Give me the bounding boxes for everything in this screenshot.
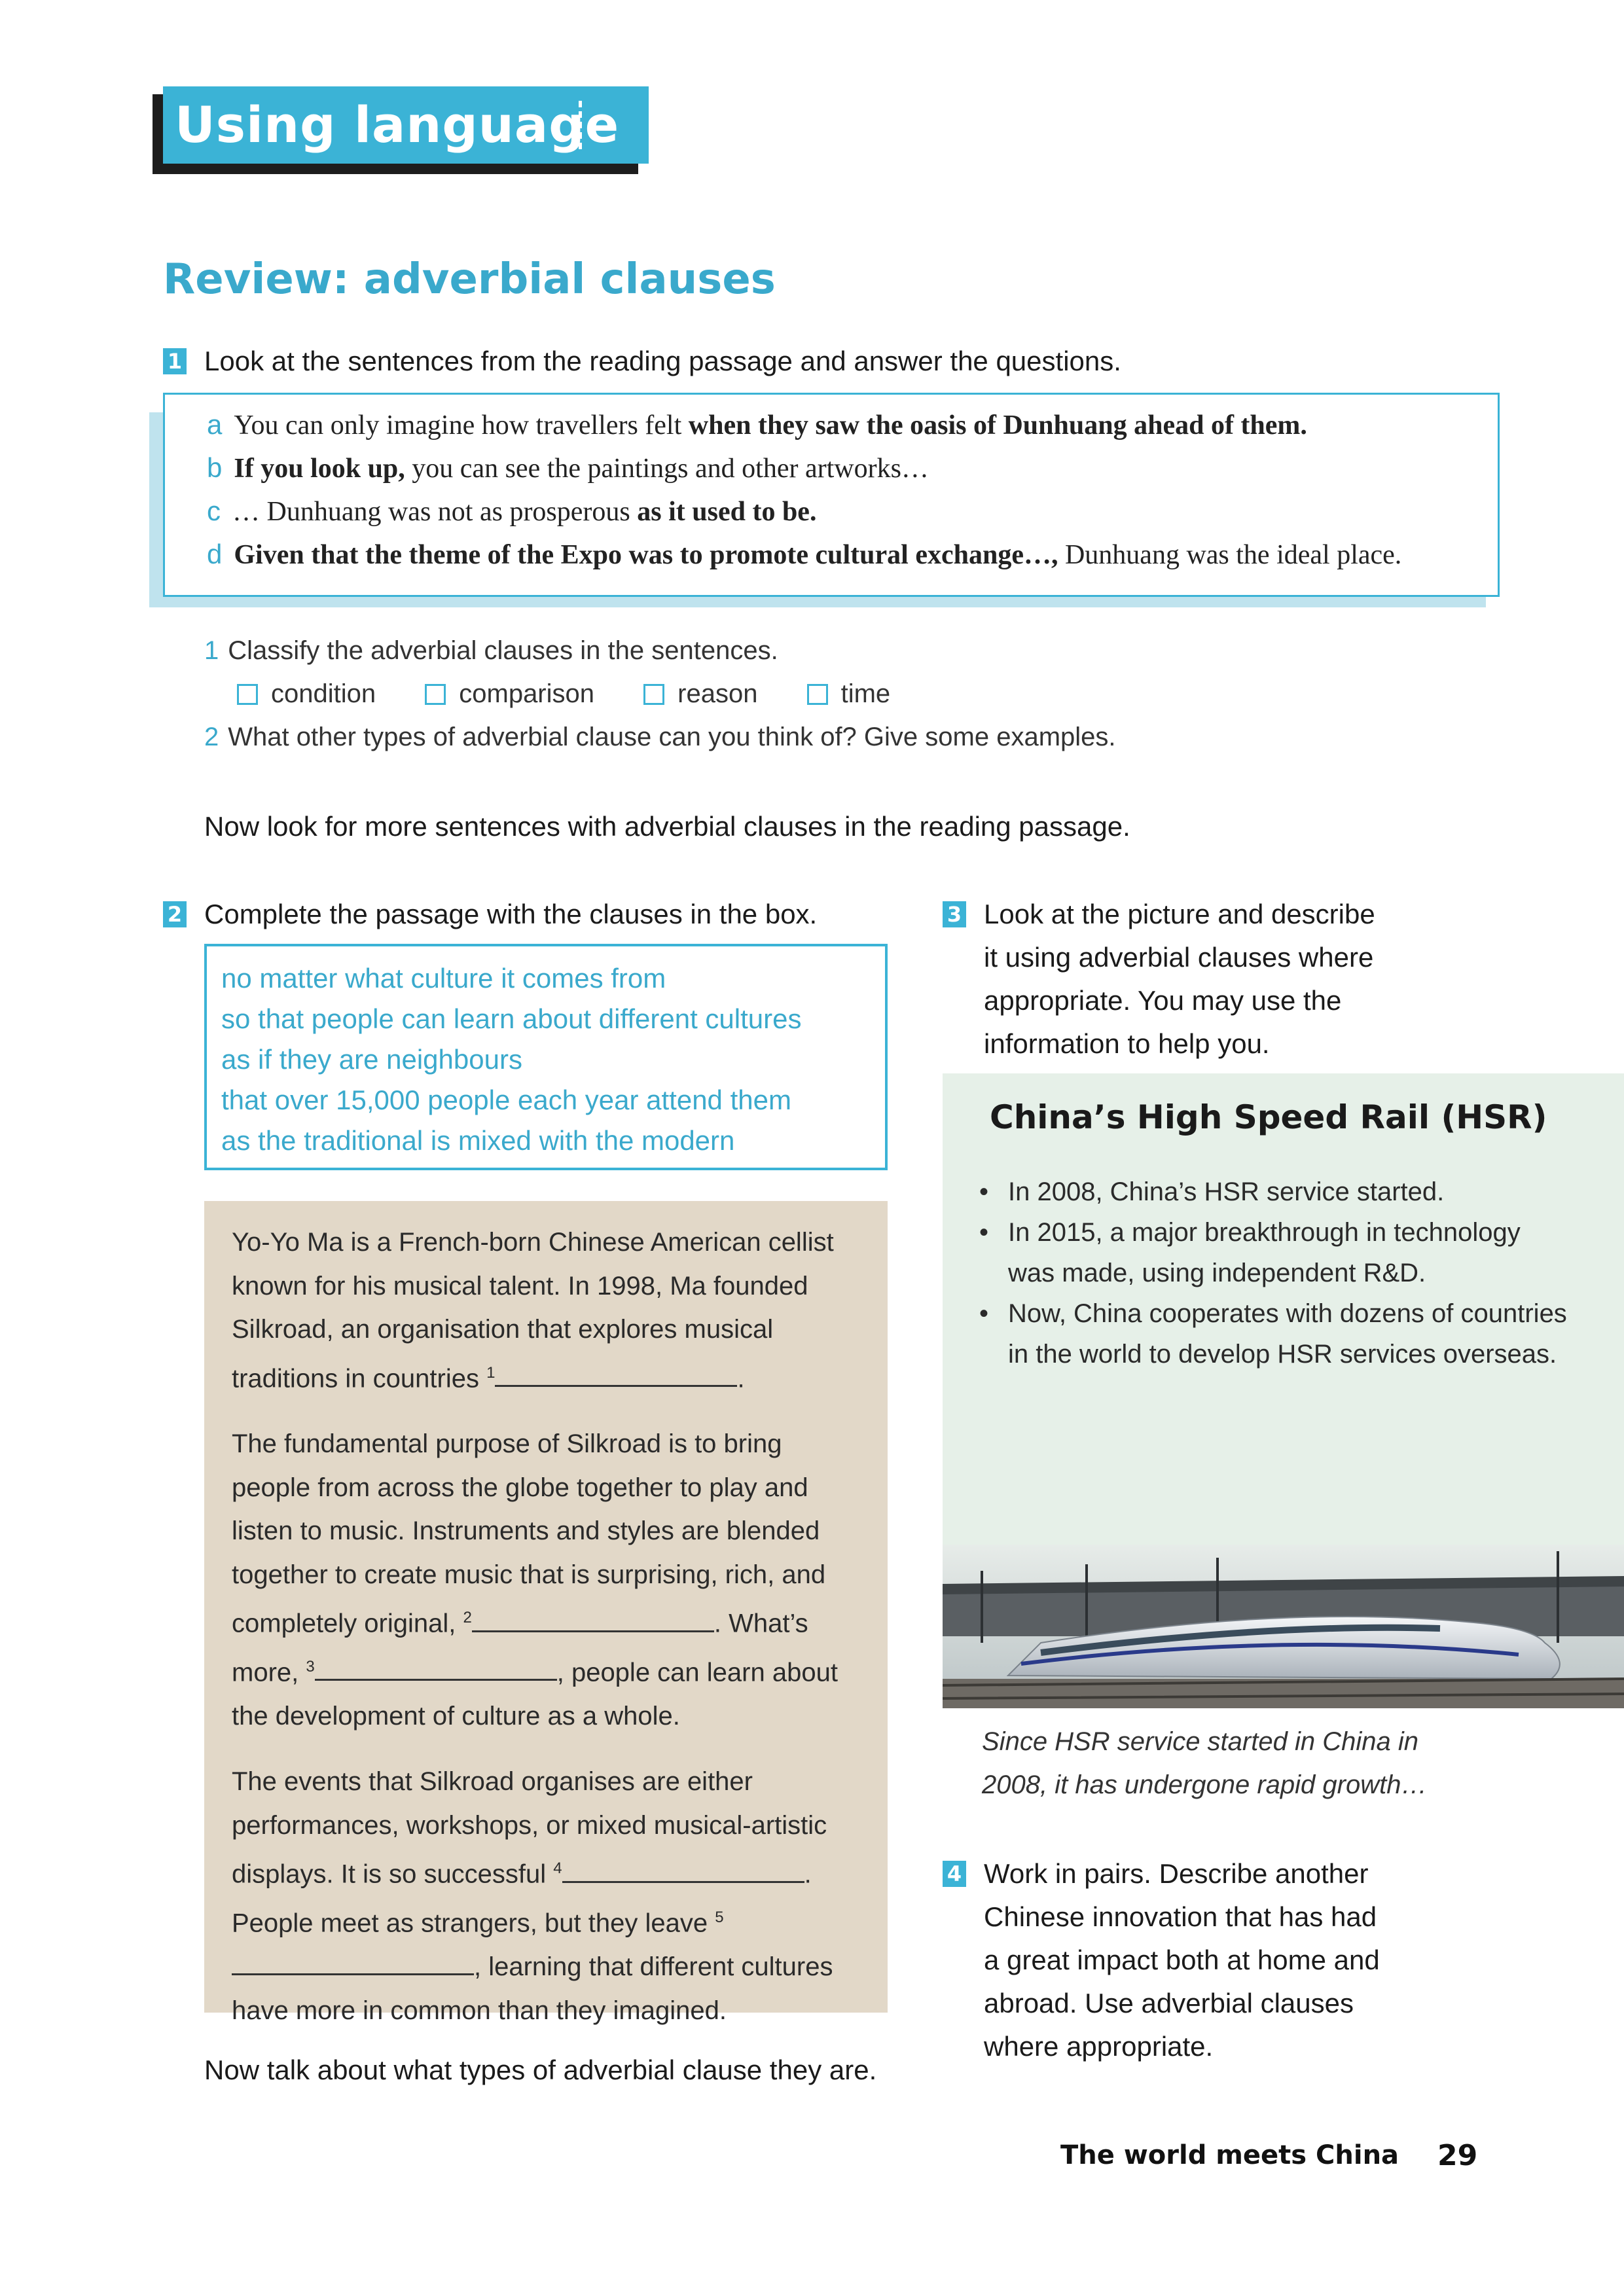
hsr-info-panel [943, 1073, 1624, 1708]
high-speed-train-photo [943, 1545, 1624, 1708]
section-title: Review: adverbial clauses [163, 255, 776, 304]
checkbox[interactable] [643, 684, 664, 705]
option-time[interactable]: time [807, 679, 891, 709]
example-b: b If you look up, you can see the paintings and other artworks… [207, 452, 929, 484]
option-comparison[interactable]: comparison [425, 679, 594, 709]
checkbox[interactable] [425, 684, 446, 705]
task-1-instruction: Look at the sentences from the reading passage and answer the questions. [204, 346, 1121, 376]
task-4-badge: 4 [943, 1861, 966, 1887]
hsr-facts-list [979, 1172, 1568, 1374]
hsr-title: China’s High Speed Rail (HSR) [990, 1098, 1547, 1136]
clause-item: as if they are neighbours [221, 1044, 522, 1075]
banner-title: Using language [175, 96, 620, 154]
passage-paragraph-2: The fundamental purpose of Silkroad is to bring people from across the globe together to play and listen to music. Instruments and styles are blended together to create music that is surprising, rich, and completely original, $^2$ . What’s more, $^3$ , people can learn about the development of culture as a whole. [232, 1429, 838, 1731]
option-reason[interactable]: reason [643, 679, 757, 709]
checkbox[interactable] [807, 684, 828, 705]
task-1-badge: 1 [163, 348, 187, 374]
photo-caption: Since HSR service started in China in 2008, it has undergone rapid growth… [982, 1727, 1428, 1799]
section-banner [163, 86, 649, 164]
task-2-instruction: Complete the passage with the clauses in the box. [204, 899, 818, 929]
footer-unit-title: The world meets China [1060, 2140, 1399, 2170]
option-condition[interactable]: condition [237, 679, 376, 709]
question-1: 1 Classify the adverbial clauses in the sentences. [204, 636, 778, 665]
blank-1[interactable] [495, 1361, 737, 1387]
task-2-followup: Now talk about what types of adverbial clause they are. [204, 2054, 877, 2085]
task-2-badge: 2 [163, 901, 187, 927]
hsr-fact: • In 2008, China’s HSR service started. [979, 1172, 1568, 1212]
blank-3[interactable] [315, 1655, 557, 1681]
clause-item: so that people can learn about different cultures [221, 1003, 802, 1034]
example-d: d Given that the theme of the Expo was to promote cultural exchange…, Dunhuang was the ideal place. [207, 539, 1402, 570]
task-1-followup: Now look for more sentences with adverbial clauses in the reading passage. [204, 811, 1130, 842]
example-c: c … Dunhuang was not as prosperous as it used to be. [207, 495, 817, 527]
task-3-badge: 3 [943, 901, 966, 927]
example-a: a You can only imagine how travellers felt when they saw the oasis of Dunhuang ahead of them. [207, 409, 1307, 440]
passage-paragraph-3: The events that Silkroad organises are either performances, workshops, or mixed musical-artistic displays. It is so successful $^4$ . People meet as strangers, but they leave $^5$, learning that different cultures have more in common than they imagined. [232, 1767, 833, 2025]
passage-paragraph-1: Yo-Yo Ma is a French-born Chinese American cellist known for his musical talent. In 1998, Ma founded Silkroad, an organisation that explores musical traditions in countries $^1$ . [232, 1228, 834, 1393]
task-4-instruction: Work in pairs. Describe another Chinese innovation that has had a great impact both at home and abroad. Use adverbial clauses where appropriate. [984, 1858, 1380, 2062]
clause-box [204, 944, 888, 1170]
task-3-instruction: Look at the picture and describe it using adverbial clauses where appropriate. You may use the information to help you. [984, 899, 1375, 1059]
checkbox[interactable] [237, 684, 258, 705]
classification-options [237, 679, 932, 709]
clause-item: no matter what culture it comes from [221, 963, 666, 994]
page-number: 29 [1437, 2139, 1478, 2172]
blank-5[interactable] [232, 1949, 474, 1975]
gap-fill-passage [204, 1201, 888, 2025]
hsr-fact: • In 2015, a major breakthrough in technology was made, using independent R&D. [979, 1212, 1568, 1293]
question-2: 2 What other types of adverbial clause can you think of? Give some examples. [204, 723, 1116, 751]
blank-4[interactable] [562, 1857, 804, 1883]
hsr-fact: • Now, China cooperates with dozens of countries in the world to develop HSR services overseas. [979, 1293, 1568, 1374]
clause-item: that over 15,000 people each year attend them [221, 1085, 791, 1115]
banner-divider [579, 101, 583, 149]
blank-2[interactable] [472, 1606, 714, 1632]
example-sentences-box [163, 393, 1500, 597]
clause-item: as the traditional is mixed with the modern [221, 1125, 735, 1156]
